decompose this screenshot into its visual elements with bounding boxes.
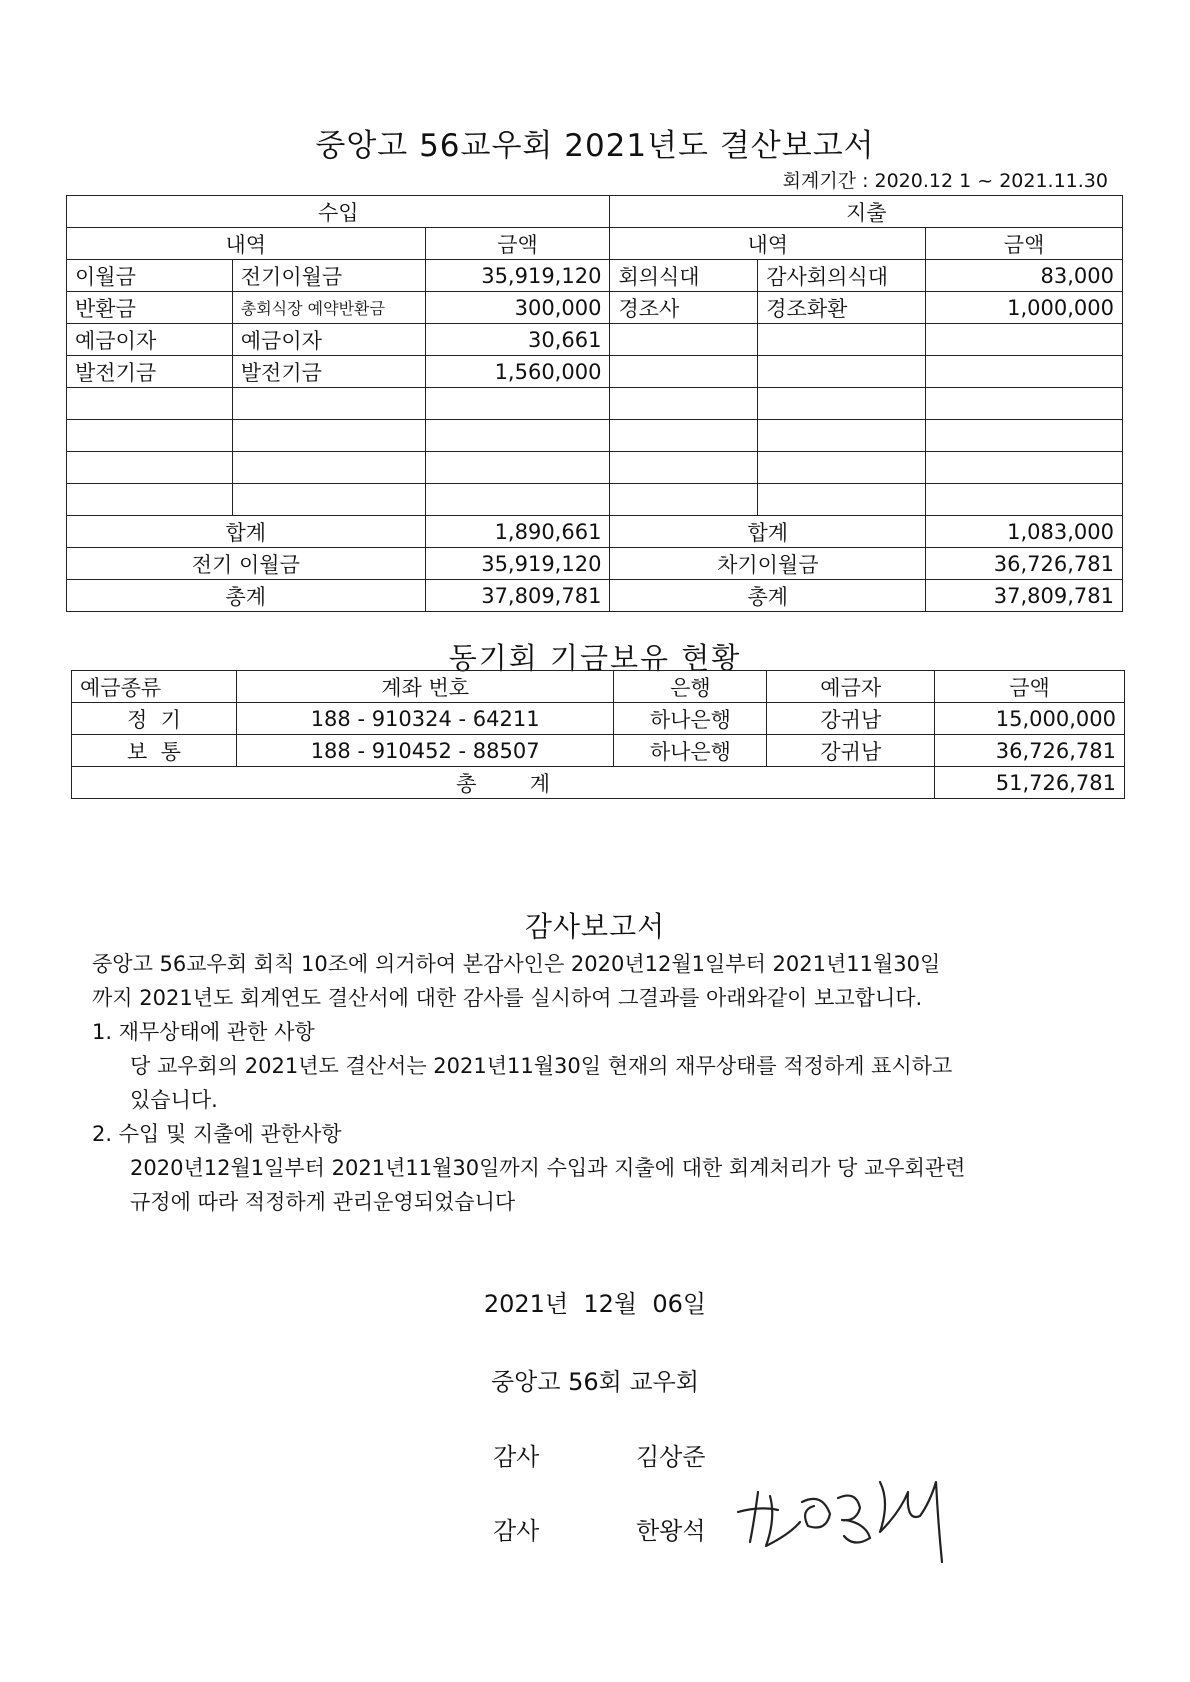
accounting-period: 회계기간 : 2020.12 1 ~ 2021.11.30 [782, 170, 1108, 192]
income-amount: 1,560,000 [425, 356, 610, 388]
table-row [67, 324, 1123, 356]
expense-item: 경조화환 [758, 292, 926, 324]
fund-holder: 강귀남 [767, 703, 935, 735]
expense-detail-header: 내역 [610, 228, 926, 260]
expense-total-label: 합계 [610, 516, 926, 548]
auditor-label: 감사 [493, 1517, 540, 1545]
income-category: 발전기금 [67, 356, 233, 388]
income-amount: 30,661 [425, 324, 610, 356]
income-amount: 35,919,120 [425, 260, 610, 292]
grand-income: 37,809,781 [425, 580, 610, 612]
audit-item-2-title: 2. 수입 및 지출에 관한사항 [92, 1122, 342, 1146]
table-row [67, 356, 1123, 388]
fund-total-row [72, 767, 1125, 799]
audit-intro-line-2: 까지 2021년도 회계연도 결산서에 대한 감사를 실시하여 그결과를 아래와같이 보고합니다. [92, 986, 923, 1010]
expense-header: 지출 [610, 196, 1123, 228]
page-title: 중앙고 56교우회 2021년도 결산보고서 [315, 128, 875, 164]
organization-name: 중앙고 56회 교우회 [490, 1368, 700, 1396]
settlement-table [66, 195, 1123, 612]
fund-header-account: 계좌 번호 [236, 671, 614, 703]
table-row [67, 260, 1123, 292]
expense-item: 감사회의식대 [758, 260, 926, 292]
income-item: 전기이월금 [232, 260, 425, 292]
fund-bank: 하나은행 [614, 703, 767, 735]
fund-holder: 강귀남 [767, 735, 935, 767]
fund-section-title: 동기회 기금보유 현황 [448, 641, 742, 675]
grand-expense-label: 총계 [610, 580, 926, 612]
handwritten-signature [730, 1462, 960, 1572]
fund-account: 188 - 910452 - 88507 [236, 735, 614, 767]
income-item: 총회식장 예약반환금 [232, 292, 425, 324]
income-item: 발전기금 [232, 356, 425, 388]
fund-type: 정 기 [72, 703, 237, 735]
fund-table [71, 670, 1125, 799]
audit-report-title: 감사보고서 [524, 910, 666, 943]
fund-bank: 하나은행 [614, 735, 767, 767]
fund-header-bank: 은행 [614, 671, 767, 703]
table-row [67, 420, 1123, 452]
grand-total-row [67, 580, 1123, 612]
fund-header-holder: 예금자 [767, 671, 935, 703]
auditor-label: 감사 [493, 1443, 540, 1471]
audit-item-2-body-2: 규정에 따라 적정하게 관리운영되었습니다 [130, 1190, 516, 1214]
income-category: 반환금 [67, 292, 233, 324]
expense-total: 1,083,000 [926, 516, 1123, 548]
fund-header-row [72, 671, 1125, 703]
fund-total: 51,726,781 [935, 767, 1125, 799]
fund-amount: 15,000,000 [935, 703, 1125, 735]
income-category: 이월금 [67, 260, 233, 292]
income-total: 1,890,661 [425, 516, 610, 548]
subtotal-row [67, 516, 1123, 548]
fund-type: 보 통 [72, 735, 237, 767]
audit-item-1-body-1: 당 교우회의 2021년도 결산서는 2021년11월30일 현재의 재무상태를 적정하게 표시하고 [130, 1054, 953, 1078]
income-item: 예금이자 [232, 324, 425, 356]
auditor-name: 한왕석 [636, 1517, 706, 1545]
expense-amount: 1,000,000 [926, 292, 1123, 324]
grand-income-label: 총계 [67, 580, 426, 612]
report-date: 2021년 12월 06일 [483, 1290, 707, 1318]
fund-header-type: 예금종류 [72, 671, 237, 703]
audit-item-1-body-2: 있습니다. [130, 1088, 218, 1112]
income-category: 예금이자 [67, 324, 233, 356]
prev-carry: 35,919,120 [425, 548, 610, 580]
table-row [67, 484, 1123, 516]
table-row [67, 388, 1123, 420]
income-total-label: 합계 [67, 516, 426, 548]
fund-header-amount: 금액 [935, 671, 1125, 703]
expense-amount-header: 금액 [926, 228, 1123, 260]
table-row [67, 292, 1123, 324]
expense-category: 회의식대 [610, 260, 758, 292]
income-amount-header: 금액 [425, 228, 610, 260]
fund-total-label: 총 계 [72, 767, 935, 799]
fund-account: 188 - 910324 - 64211 [236, 703, 614, 735]
fund-amount: 36,726,781 [935, 735, 1125, 767]
audit-item-2-body-1: 2020년12월1일부터 2021년11월30일까지 수입과 지출에 대한 회계처리가 당 교우회관련 [130, 1156, 966, 1180]
expense-category: 경조사 [610, 292, 758, 324]
next-carry-label: 차기이월금 [610, 548, 926, 580]
table-row [72, 703, 1125, 735]
audit-item-1-title: 1. 재무상태에 관한 사항 [92, 1020, 315, 1044]
auditor-name: 김상준 [636, 1443, 706, 1471]
grand-expense: 37,809,781 [926, 580, 1123, 612]
next-carry: 36,726,781 [926, 548, 1123, 580]
expense-amount: 83,000 [926, 260, 1123, 292]
audit-intro-line-1: 중앙고 56교우회 회칙 10조에 의거하여 본감사인은 2020년12월1일부터 2021년11월30일 [92, 952, 941, 976]
income-header: 수입 [67, 196, 610, 228]
table-row [67, 452, 1123, 484]
income-detail-header: 내역 [67, 228, 426, 260]
carry-row [67, 548, 1123, 580]
income-amount: 300,000 [425, 292, 610, 324]
table-row [72, 735, 1125, 767]
prev-carry-label: 전기 이월금 [67, 548, 426, 580]
